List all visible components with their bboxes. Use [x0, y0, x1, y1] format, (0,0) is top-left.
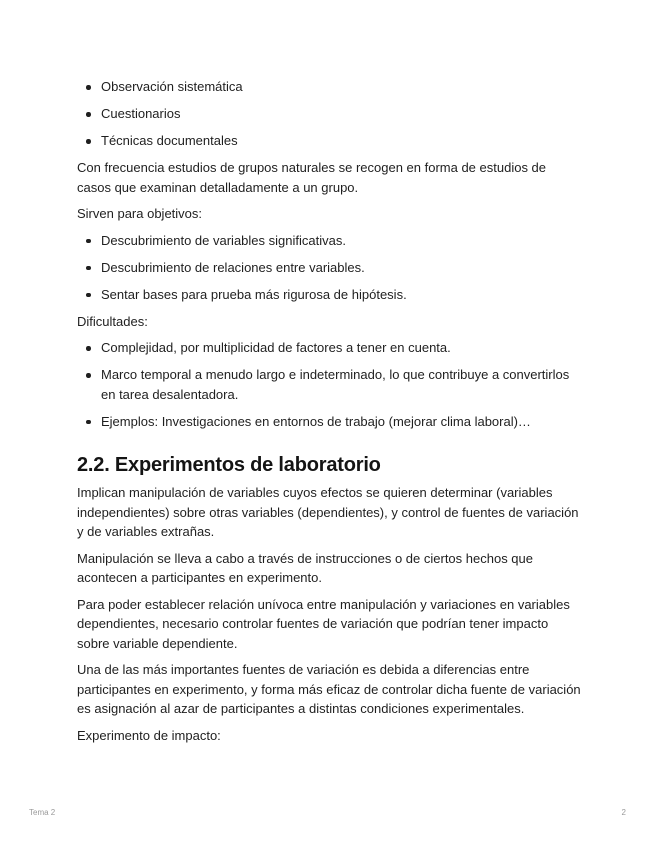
list-item: Observación sistemática [77, 77, 582, 97]
objectives-list [77, 231, 582, 305]
section-heading: 2.2. Experimentos de laboratorio [77, 454, 381, 476]
list-item: Cuestionarios [77, 104, 582, 124]
list-item: Sentar bases para prueba más rigurosa de hipótesis. [77, 285, 582, 305]
objectives-intro: Sirven para objetivos: [77, 206, 203, 221]
section-paragraph: Implican manipulación de variables cuyos efectos se quieren determinar (variables independientes) sobre otras variables (dependientes), y control de fuentes de variación y de variables extrañas. [77, 485, 579, 539]
footer-topic-label: Tema 2 [29, 808, 56, 817]
list-item: Técnicas documentales [77, 131, 582, 151]
difficulties-intro: Dificultades: [77, 313, 148, 329]
section-paragraph: Experimento de impacto: [77, 727, 221, 743]
methods-list [77, 77, 582, 151]
section-paragraph: Manipulación se lleva a cabo a través de instrucciones o de ciertos hechos que acontecen a participantes en experimento. [77, 550, 533, 585]
section-paragraph: Una de las más importantes fuentes de variación es debida a diferencias entre participantes en experimento, y forma más eficaz de controlar dicha fuente de variación es asignación al azar de participantes a distintas condiciones experimentales. [77, 662, 581, 716]
difficulties-list [77, 338, 582, 431]
footer-page-number: 2 [621, 808, 626, 817]
section-paragraph: Para poder establecer relación unívoca entre manipulación y variaciones en variables dependientes, necesario controlar fuentes de variación que podrían tener impacto sobre variable dependiente. [77, 596, 570, 651]
case-studies-paragraph: Con frecuencia estudios de grupos naturales se recogen en forma de estudios de casos que examinan detalladamente a un grupo. [77, 160, 547, 195]
list-item: Complejidad, por multiplicidad de factores a tener en cuenta. [77, 338, 582, 358]
list-item: Marco temporal a menudo largo e indeterminado, lo que contribuye a convertirlos en tarea desalentadora. [77, 365, 582, 404]
list-item: Descubrimiento de variables significativas. [77, 231, 582, 251]
list-item: Ejemplos: Investigaciones en entornos de trabajo (mejorar clima laboral)… [77, 412, 582, 432]
list-item: Descubrimiento de relaciones entre variables. [77, 258, 582, 278]
page-content [77, 77, 582, 752]
